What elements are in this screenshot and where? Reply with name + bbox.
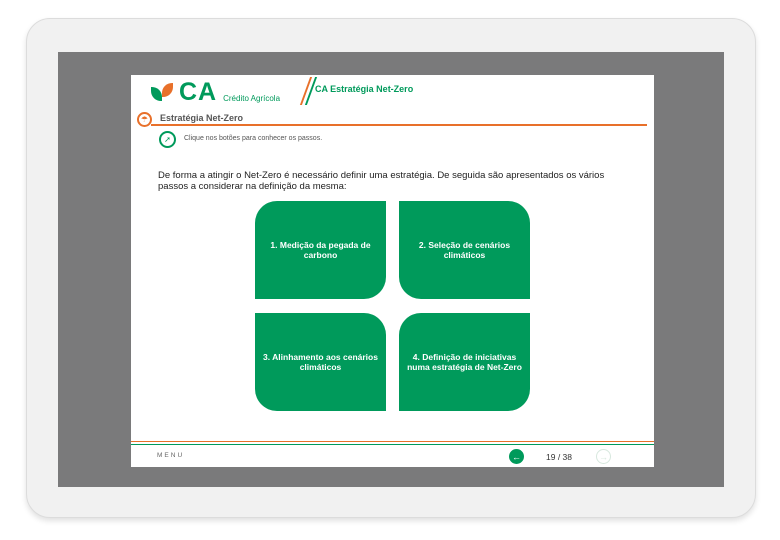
- intro-paragraph: De forma a atingir o Net-Zero é necessário definir uma estratégia. De seguida são apresentados os vários passos a considerar na definição da mesma:: [158, 170, 605, 192]
- step-3-label: 3. Alinhamento aos cenários climáticos: [263, 352, 378, 372]
- cursor-click-icon: ➚: [159, 131, 176, 148]
- step-3-button[interactable]: [255, 313, 386, 411]
- section-title: Estratégia Net-Zero: [160, 113, 244, 123]
- footer-divider-green: [131, 444, 654, 445]
- menu-button[interactable]: MENU: [157, 452, 185, 459]
- umbrella-icon: ☂: [137, 112, 152, 127]
- step-4-button[interactable]: [399, 313, 530, 411]
- step-2-button[interactable]: [399, 201, 530, 299]
- footer-divider-orange: [131, 441, 654, 442]
- arrow-left-icon[interactable]: ←: [509, 449, 524, 464]
- page-indicator: 19 / 38: [546, 452, 572, 462]
- arrow-right-icon: →: [596, 449, 611, 464]
- step-1-button[interactable]: [255, 201, 386, 299]
- step-2-label: 2. Seleção de cenários climáticos: [418, 240, 511, 260]
- course-slide: [131, 75, 654, 467]
- brand-logo: [151, 79, 280, 105]
- logo-subtitle: Crédito Agrícola: [223, 93, 281, 103]
- section-divider: [151, 124, 647, 126]
- step-4-label: 4. Definição de iniciativas numa estratégia de Net-Zero: [407, 352, 522, 372]
- hint-text: Clique nos botões para conhecer os passos.: [184, 135, 323, 142]
- course-title: CA Estratégia Net-Zero: [315, 84, 414, 94]
- logo-leaf-icon: [151, 83, 175, 101]
- step-1-label: 1. Medição da pegada de carbono: [270, 240, 371, 260]
- logo-mark: CA: [179, 77, 218, 106]
